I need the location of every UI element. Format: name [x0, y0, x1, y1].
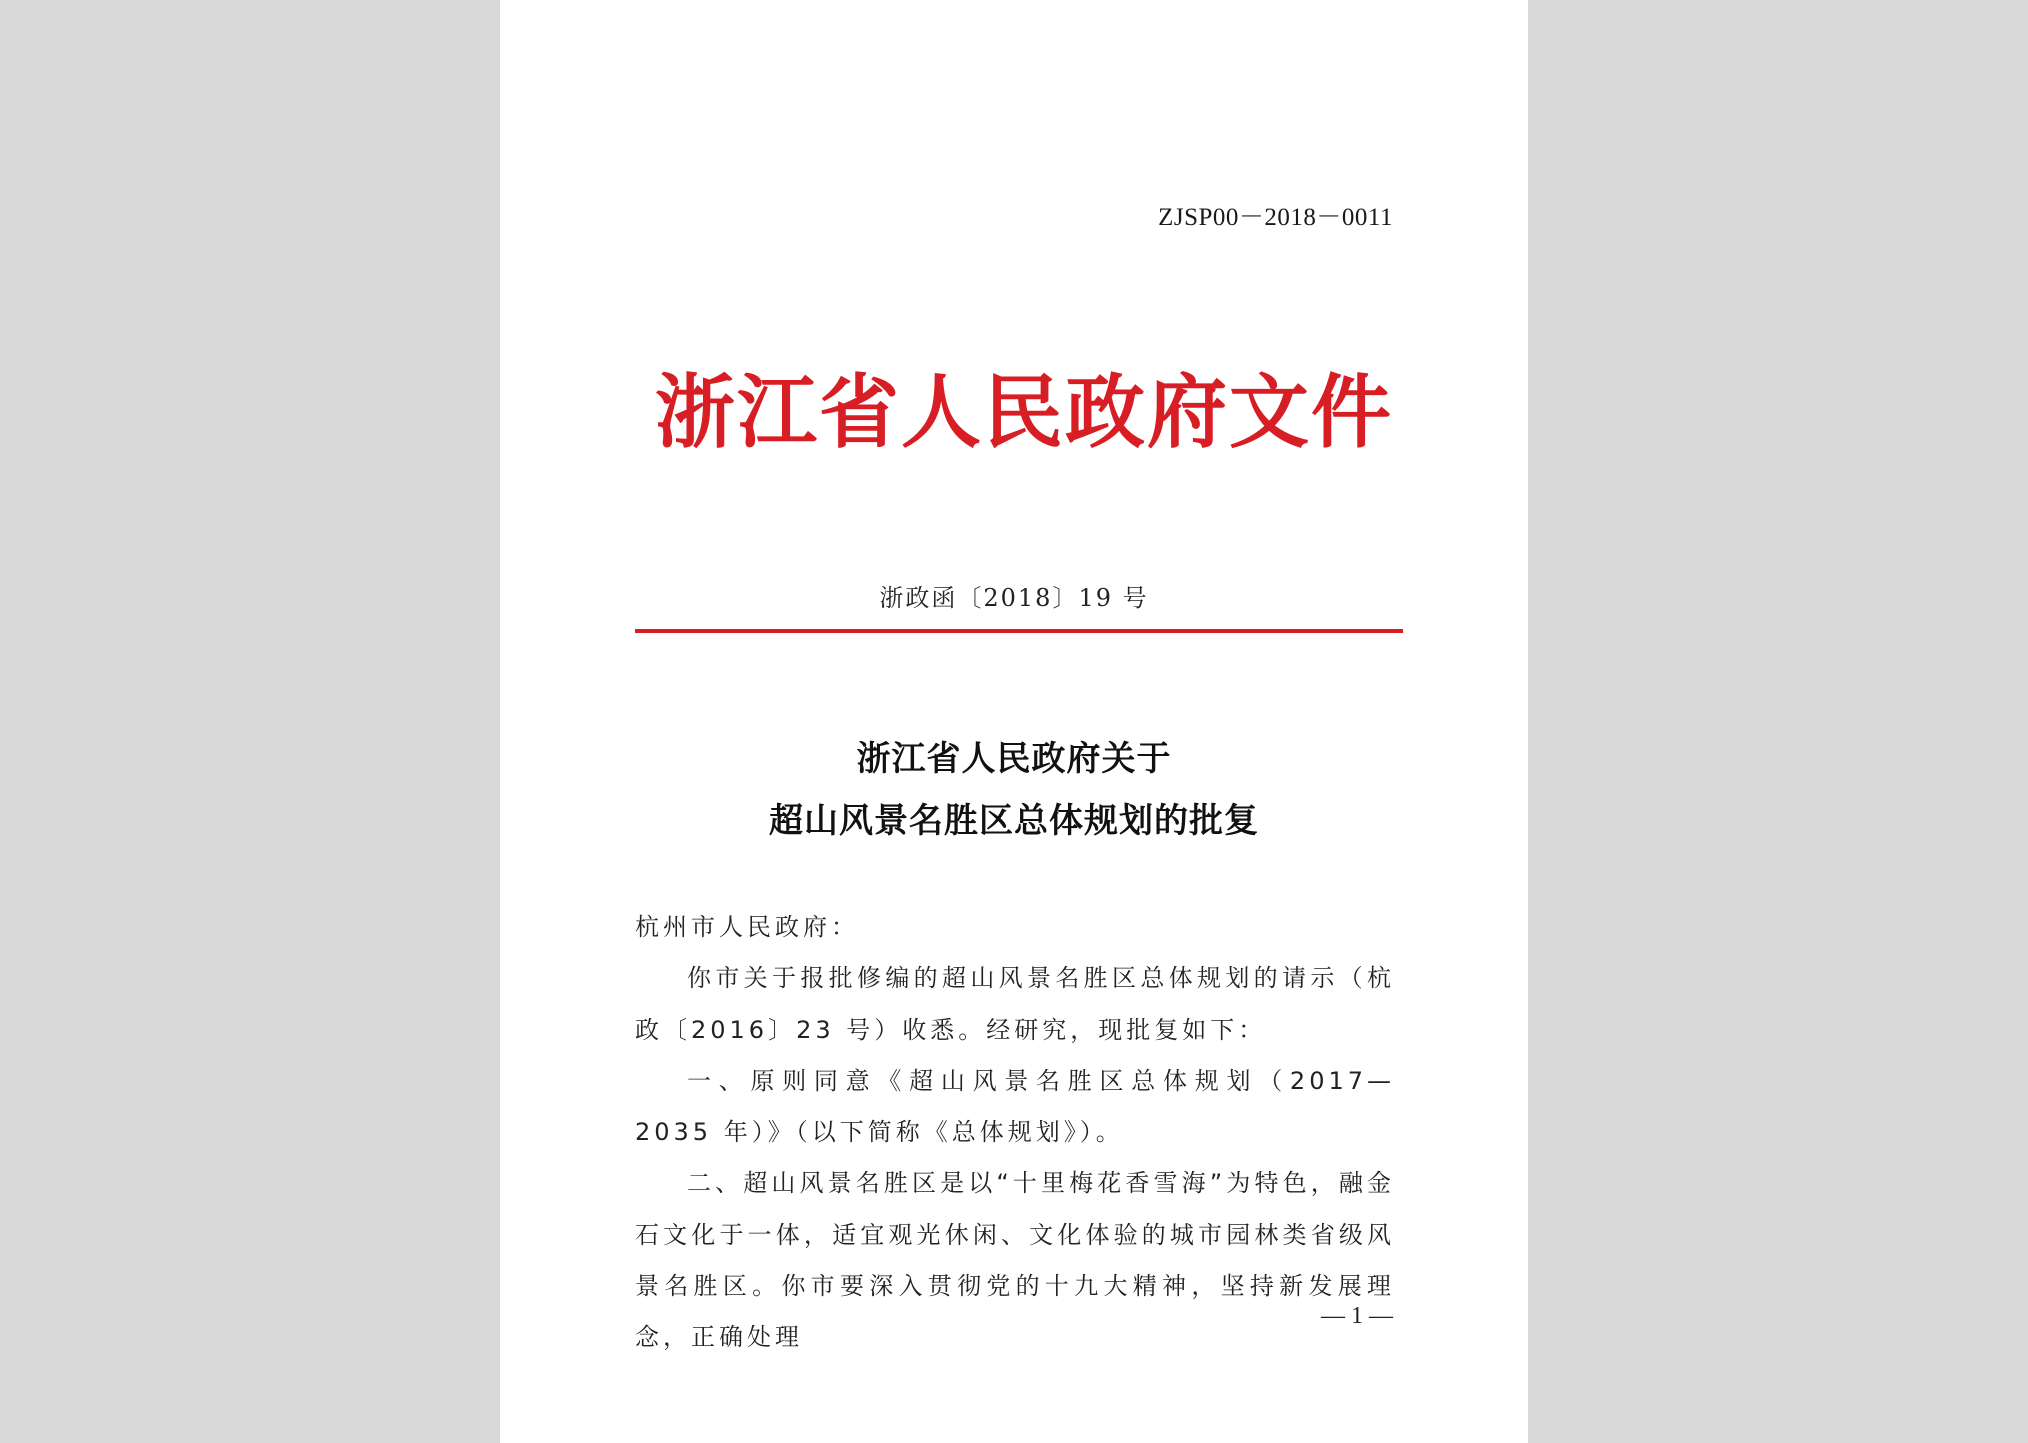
body-paragraph: 二、超山风景名胜区是以“十里梅花香雪海”为特色，融金石文化于一体，适宜观光休闲、文化体验的城市园林类省级风景名胜区。你市要深入贯彻党的十九大精神，坚持新发展理念，正确处理: [635, 1169, 1395, 1352]
document-code: ZJSP00－2018－0011: [1158, 204, 1393, 231]
page-number: — 1 —: [1321, 1303, 1393, 1329]
document-page: [500, 0, 1528, 1443]
body-paragraph: 一、原则同意《超山风景名胜区总体规划（2017—2035 年）》（以下简称《总体规划》）。: [635, 1066, 1395, 1147]
body-paragraph: 你市关于报批修编的超山风景名胜区总体规划的请示（杭政〔2016〕23 号）收悉。经研究，现批复如下：: [635, 964, 1395, 1044]
document-title-line-2: 超山风景名胜区总体规划的批复: [769, 801, 1259, 841]
document-body: [635, 902, 1395, 1364]
red-separator-line: [635, 629, 1403, 633]
issuer-header: 浙江省人民政府文件: [655, 365, 1393, 459]
document-title-line-1: 浙江省人民政府关于: [856, 739, 1172, 779]
addressee: 杭州市人民政府：: [635, 913, 859, 941]
document-number: 浙政函〔2018〕19 号: [879, 584, 1149, 612]
